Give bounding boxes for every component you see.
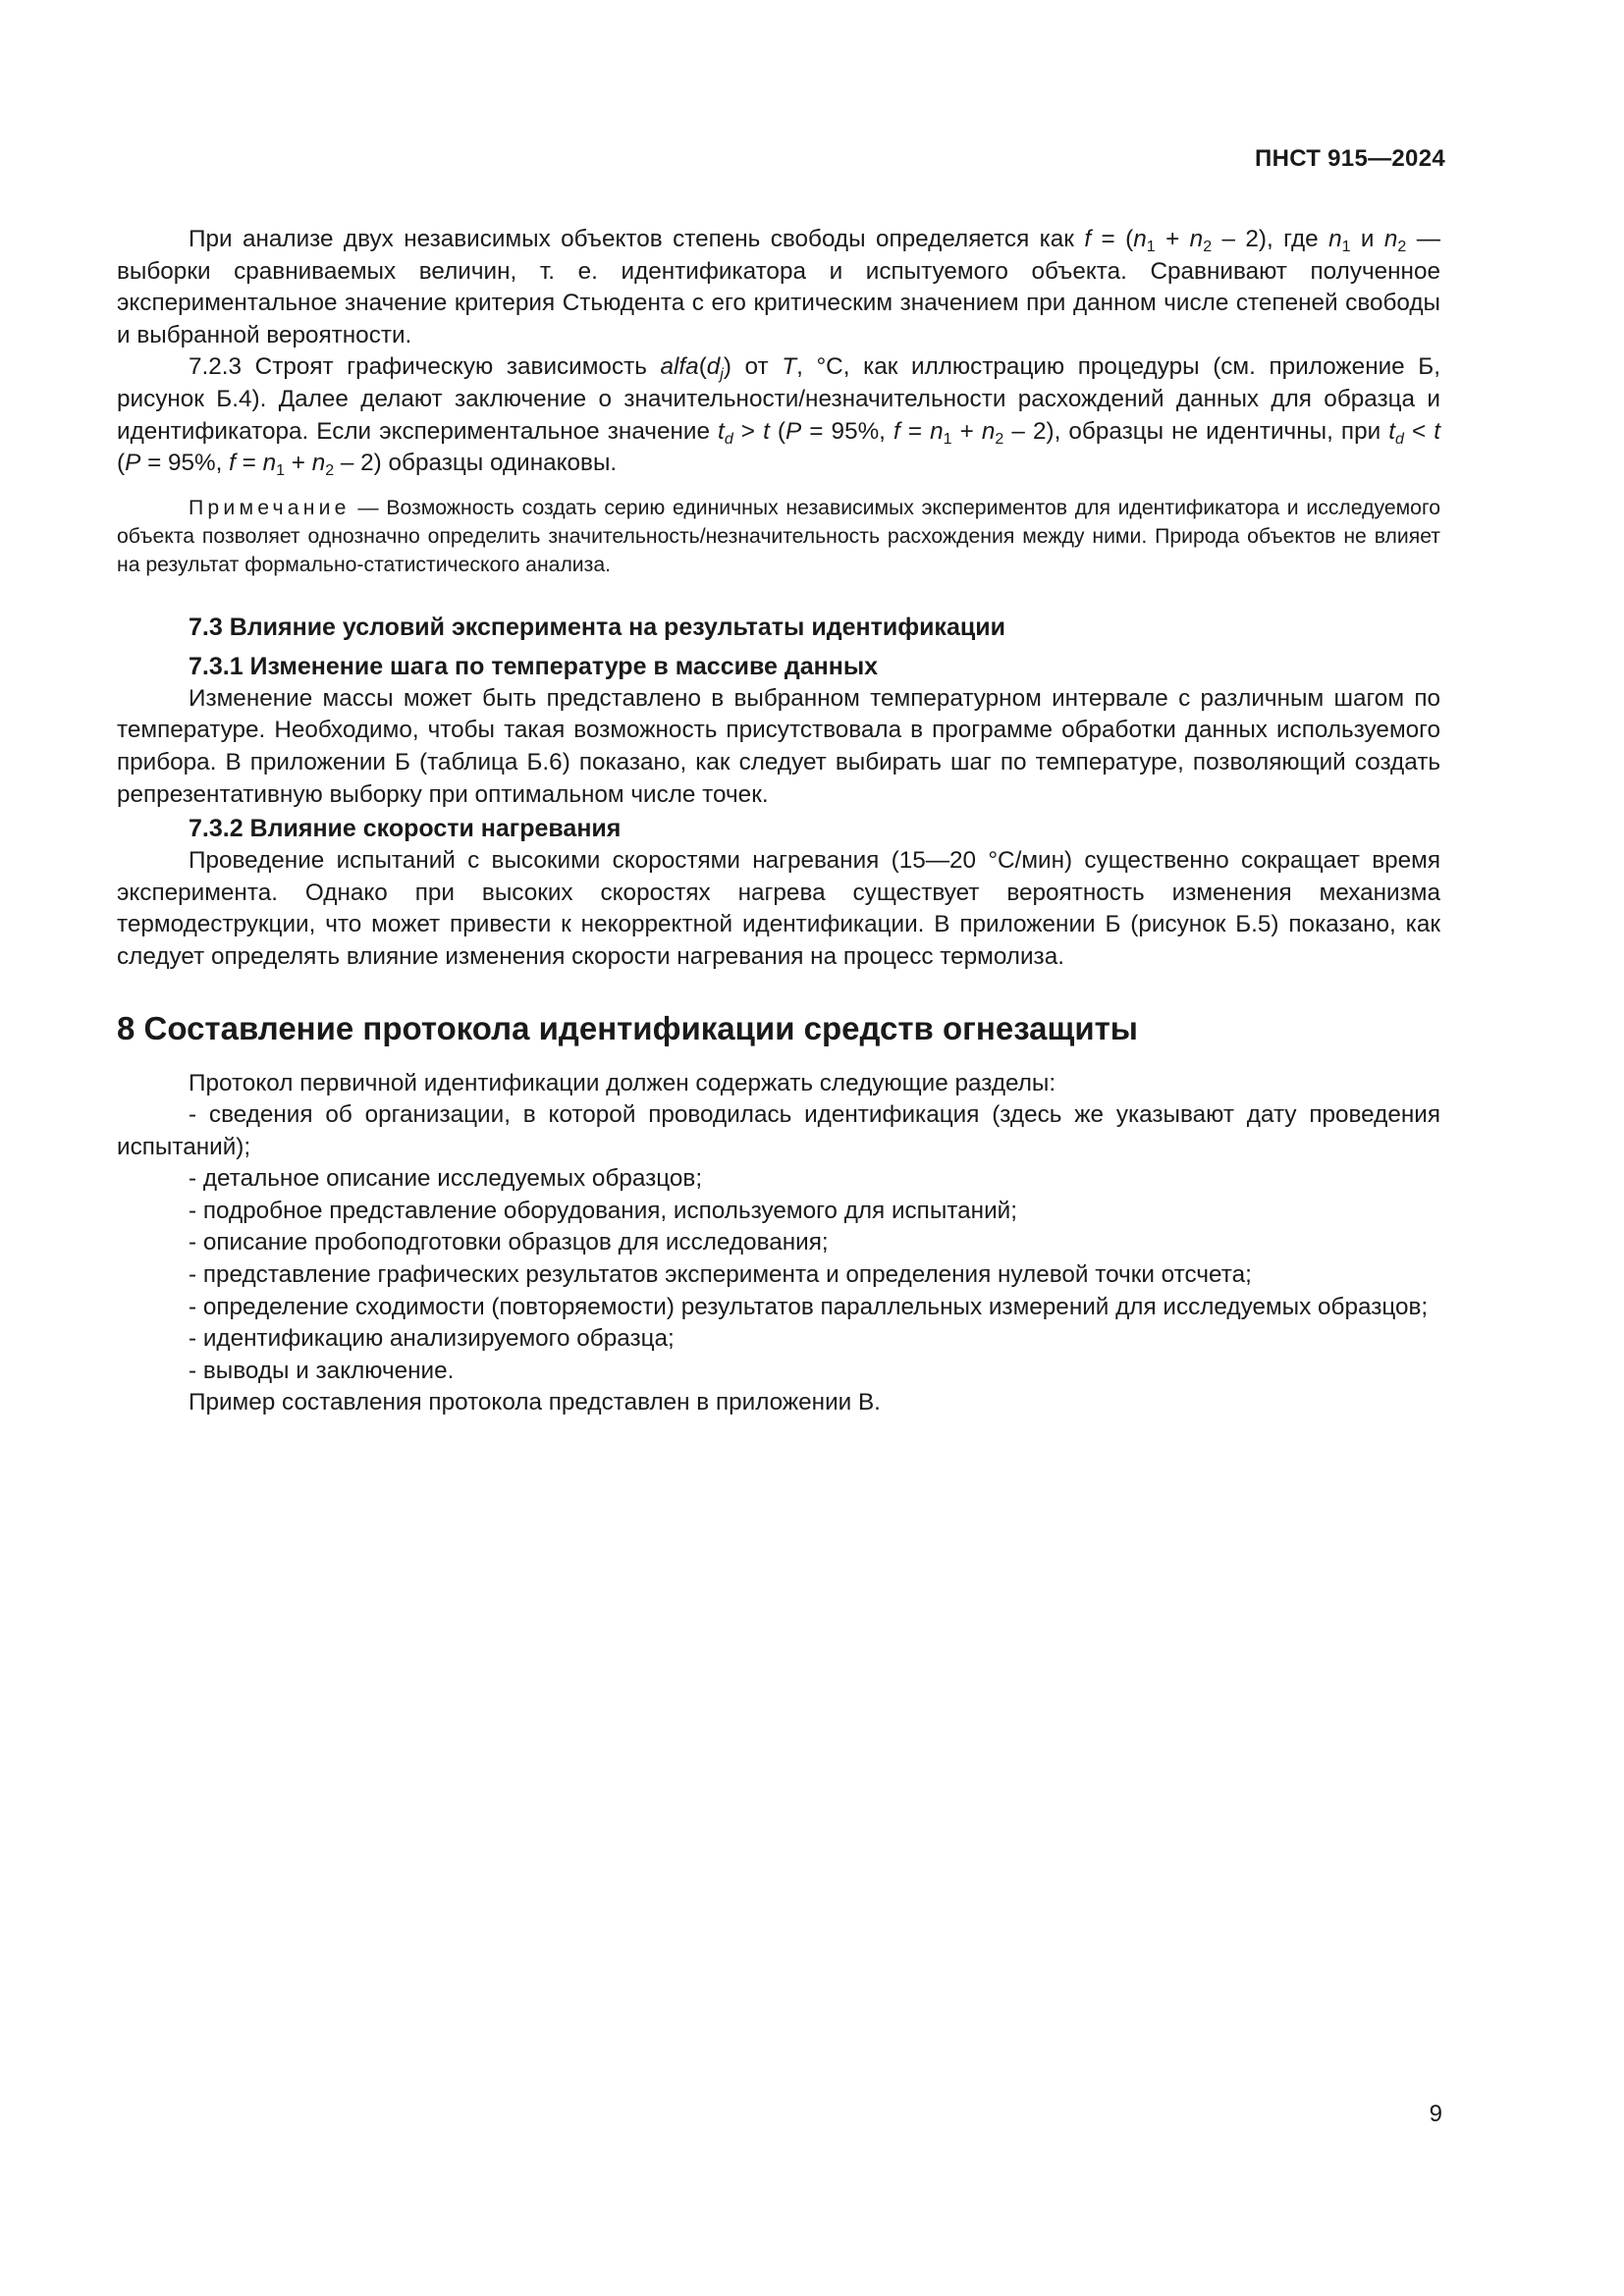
section-7-3-2-text: Проведение испытаний с высокими скоростями нагревания (15—20 °С/мин) существенно сокращает время эксперимента. Однако при высоких скоростях нагрева существует вероятность изменения механизма термодеструкции, что может привести к некорректной идентификации. В приложении Б (рисунок Б.5) показано, как следует определять влияние изменения скорости нагревания на процесс термолиза. (117, 847, 1440, 970)
page-body (117, 224, 1440, 1419)
section-7-3-2-heading: 7.3.2 Влияние скорости нагревания (189, 815, 622, 843)
note-label: Примечание (189, 496, 351, 519)
note-paragraph: Примечание — Возможность создать серию единичных независимых экспериментов для идентификатора и исследуемого объекта позволяет однозначно определить значительность/незначительность расхождения между ними. Природа объектов не влияет на результат формально-статистического анализа. (117, 496, 1440, 576)
section-8-outro: Пример составления протокола представлен в приложении В. (189, 1389, 881, 1416)
list-item: - представление графических результатов эксперимента и определения нулевой точки отсчета; (189, 1261, 1252, 1289)
section-7-3-heading: 7.3 Влияние условий эксперимента на результаты идентификации (189, 613, 1005, 641)
paragraph-degrees-of-freedom: При анализе двух независимых объектов степень свободы определяется как $f = (n_1 + n_2 - 2)$, где $n_1$ и $n_2$ — выборки сравниваемых величин, т. е. идентификатора и испытуемого объекта. Сравнивают полученное экспериментальное значение критерия Стьюдента с его критическим значением при данном числе степеней свободы и выбранной вероятности. (117, 226, 1441, 348)
section-7-3-1-heading: 7.3.1 Изменение шага по температуре в массиве данных (189, 652, 879, 680)
document-code: ПНСТ 915—2024 (1255, 145, 1445, 172)
list-item: - детальное описание исследуемых образцов; (189, 1165, 703, 1193)
protocol-sections-list (117, 1099, 1440, 1387)
paragraph-7-2-3: 7.2.3 Строят графическую зависимость $alfa(d_j)$ от T, °C, как иллюстрацию процедуры (см. приложение Б, рисунок Б.4). Далее делают заключение о значительности/незначительности расхождений данных для образца и идентификатора. Если экспериментальное значение $t_d > t$ (P = 95%, $f = n_1 + n_2 - 2$), образцы не идентичны, при $t_d < t$ (P = 95%, $f = n_1 + n_2 - 2$) образцы одинаковы. (117, 353, 1441, 480)
section-8-heading: 8 Составление протокола идентификации средств огнезащиты (117, 1009, 1138, 1046)
section-8-intro: Протокол первичной идентификации должен содержать следующие разделы: (189, 1069, 1056, 1096)
list-item: - описание пробоподготовки образцов для исследования; (189, 1229, 829, 1256)
list-item: - выводы и заключение. (189, 1357, 455, 1384)
section-7-3-1-text: Изменение массы может быть представлено в выбранном температурном интервале с различным шагом по температуре. Необходимо, чтобы такая возможность присутствовала в программе обработки данных используемого прибора. В приложении Б (таблица Б.6) показано, как следует выбирать шаг по температуре, позволяющий создать репрезентативную выборку при оптимальном числе точек. (117, 684, 1440, 808)
page-number: 9 (1429, 2101, 1442, 2127)
list-item: - сведения об организации, в которой проводилась идентификация (здесь же указывают дату проведения испытаний); (117, 1101, 1440, 1160)
list-item: - подробное представление оборудования, используемого для испытаний; (189, 1197, 1017, 1224)
list-item: - идентификацию анализируемого образца; (189, 1325, 675, 1353)
list-item: - определение сходимости (повторяемости) результатов параллельных измерений для исследуемых образцов; (189, 1293, 1429, 1320)
